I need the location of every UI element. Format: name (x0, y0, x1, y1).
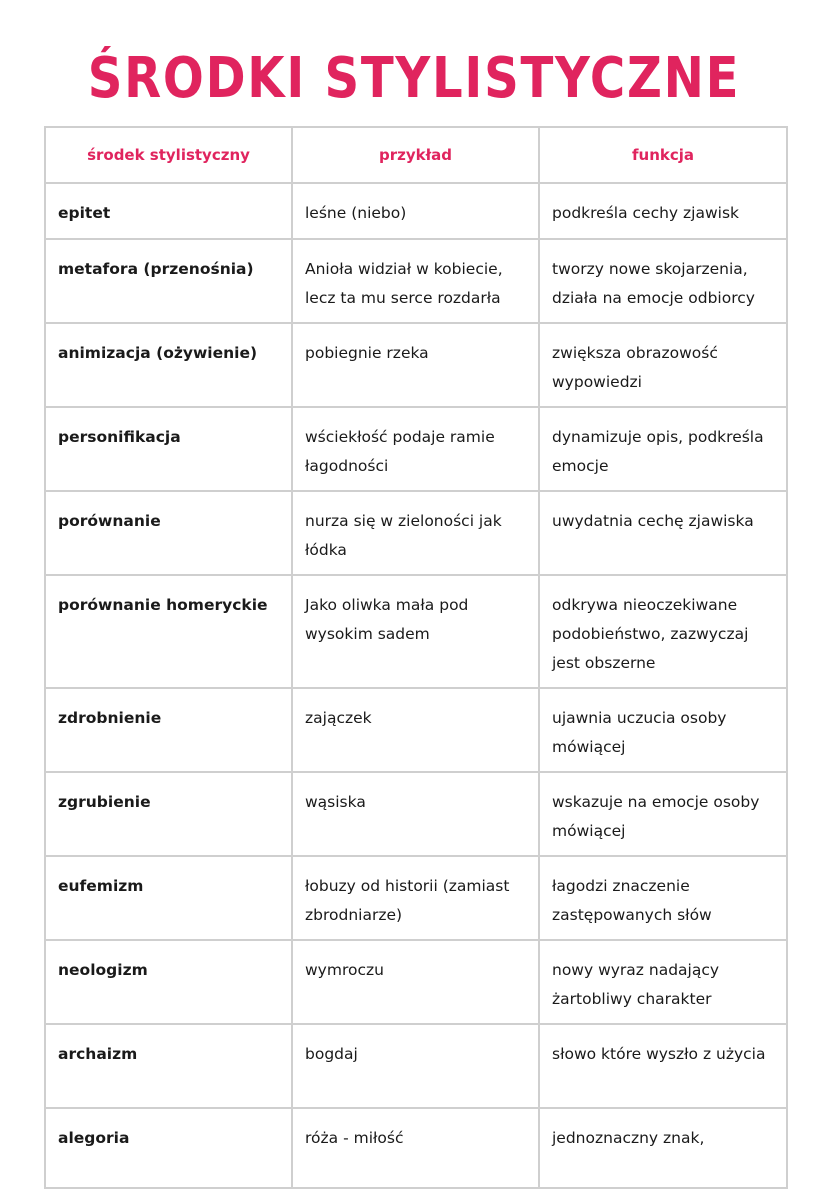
cell-function: odkrywa nieoczekiwane podobieństwo, zazwyczaj jest obszerne (539, 575, 787, 688)
stylistic-devices-table (44, 126, 788, 1189)
cell-example: bogdaj (292, 1024, 539, 1108)
table-row (45, 183, 787, 239)
cell-term: archaizm (45, 1024, 292, 1108)
cell-term: zdrobnienie (45, 688, 292, 772)
cell-function: uwydatnia cechę zjawiska (539, 491, 787, 575)
cell-example: wąsiska (292, 772, 539, 856)
table-row (45, 856, 787, 940)
header-example: przykład (292, 127, 539, 183)
cell-function: dynamizuje opis, podkreśla emocje (539, 407, 787, 491)
table-row (45, 940, 787, 1024)
table-row (45, 239, 787, 323)
cell-term: personifikacja (45, 407, 292, 491)
cell-function: jednoznaczny znak, (539, 1108, 787, 1188)
table-row (45, 1108, 787, 1188)
cell-term: porównanie (45, 491, 292, 575)
table-row (45, 323, 787, 407)
cell-example: łobuzy od historii (zamiast zbrodniarze) (292, 856, 539, 940)
cell-function: podkreśla cechy zjawisk (539, 183, 787, 239)
cell-example: róża - miłość (292, 1108, 539, 1188)
table-header-row (45, 127, 787, 183)
table-row (45, 407, 787, 491)
cell-function: zwiększa obrazowość wypowiedzi (539, 323, 787, 407)
cell-example: nurza się w zieloności jak łódka (292, 491, 539, 575)
header-function: funkcja (539, 127, 787, 183)
table-row (45, 491, 787, 575)
cell-function: ujawnia uczucia osoby mówiącej (539, 688, 787, 772)
cell-example: Jako oliwka mała pod wysokim sadem (292, 575, 539, 688)
cell-term: neologizm (45, 940, 292, 1024)
cell-term: animizacja (ożywienie) (45, 323, 292, 407)
table-row (45, 688, 787, 772)
table-row (45, 575, 787, 688)
table-row (45, 1024, 787, 1108)
cell-function: wskazuje na emocje osoby mówiącej (539, 772, 787, 856)
cell-example: Anioła widział w kobiecie, lecz ta mu serce rozdarła (292, 239, 539, 323)
cell-term: porównanie homeryckie (45, 575, 292, 688)
cell-term: eufemizm (45, 856, 292, 940)
cell-function: łagodzi znaczenie zastępowanych słów (539, 856, 787, 940)
page-title: ŚRODKI STYLISTYCZNE (87, 46, 741, 111)
cell-function: słowo które wyszło z użycia (539, 1024, 787, 1108)
cell-term: metafora (przenośnia) (45, 239, 292, 323)
cell-example: zajączek (292, 688, 539, 772)
cell-example: leśne (niebo) (292, 183, 539, 239)
cell-example: pobiegnie rzeka (292, 323, 539, 407)
table-row (45, 772, 787, 856)
cell-function: nowy wyraz nadający żartobliwy charakter (539, 940, 787, 1024)
header-device: środek stylistyczny (45, 127, 292, 183)
cell-term: alegoria (45, 1108, 292, 1188)
cell-term: zgrubienie (45, 772, 292, 856)
cell-example: wściekłość podaje ramie łagodności (292, 407, 539, 491)
cell-example: wymroczu (292, 940, 539, 1024)
cell-term: epitet (45, 183, 292, 239)
cell-function: tworzy nowe skojarzenia, działa na emocje odbiorcy (539, 239, 787, 323)
